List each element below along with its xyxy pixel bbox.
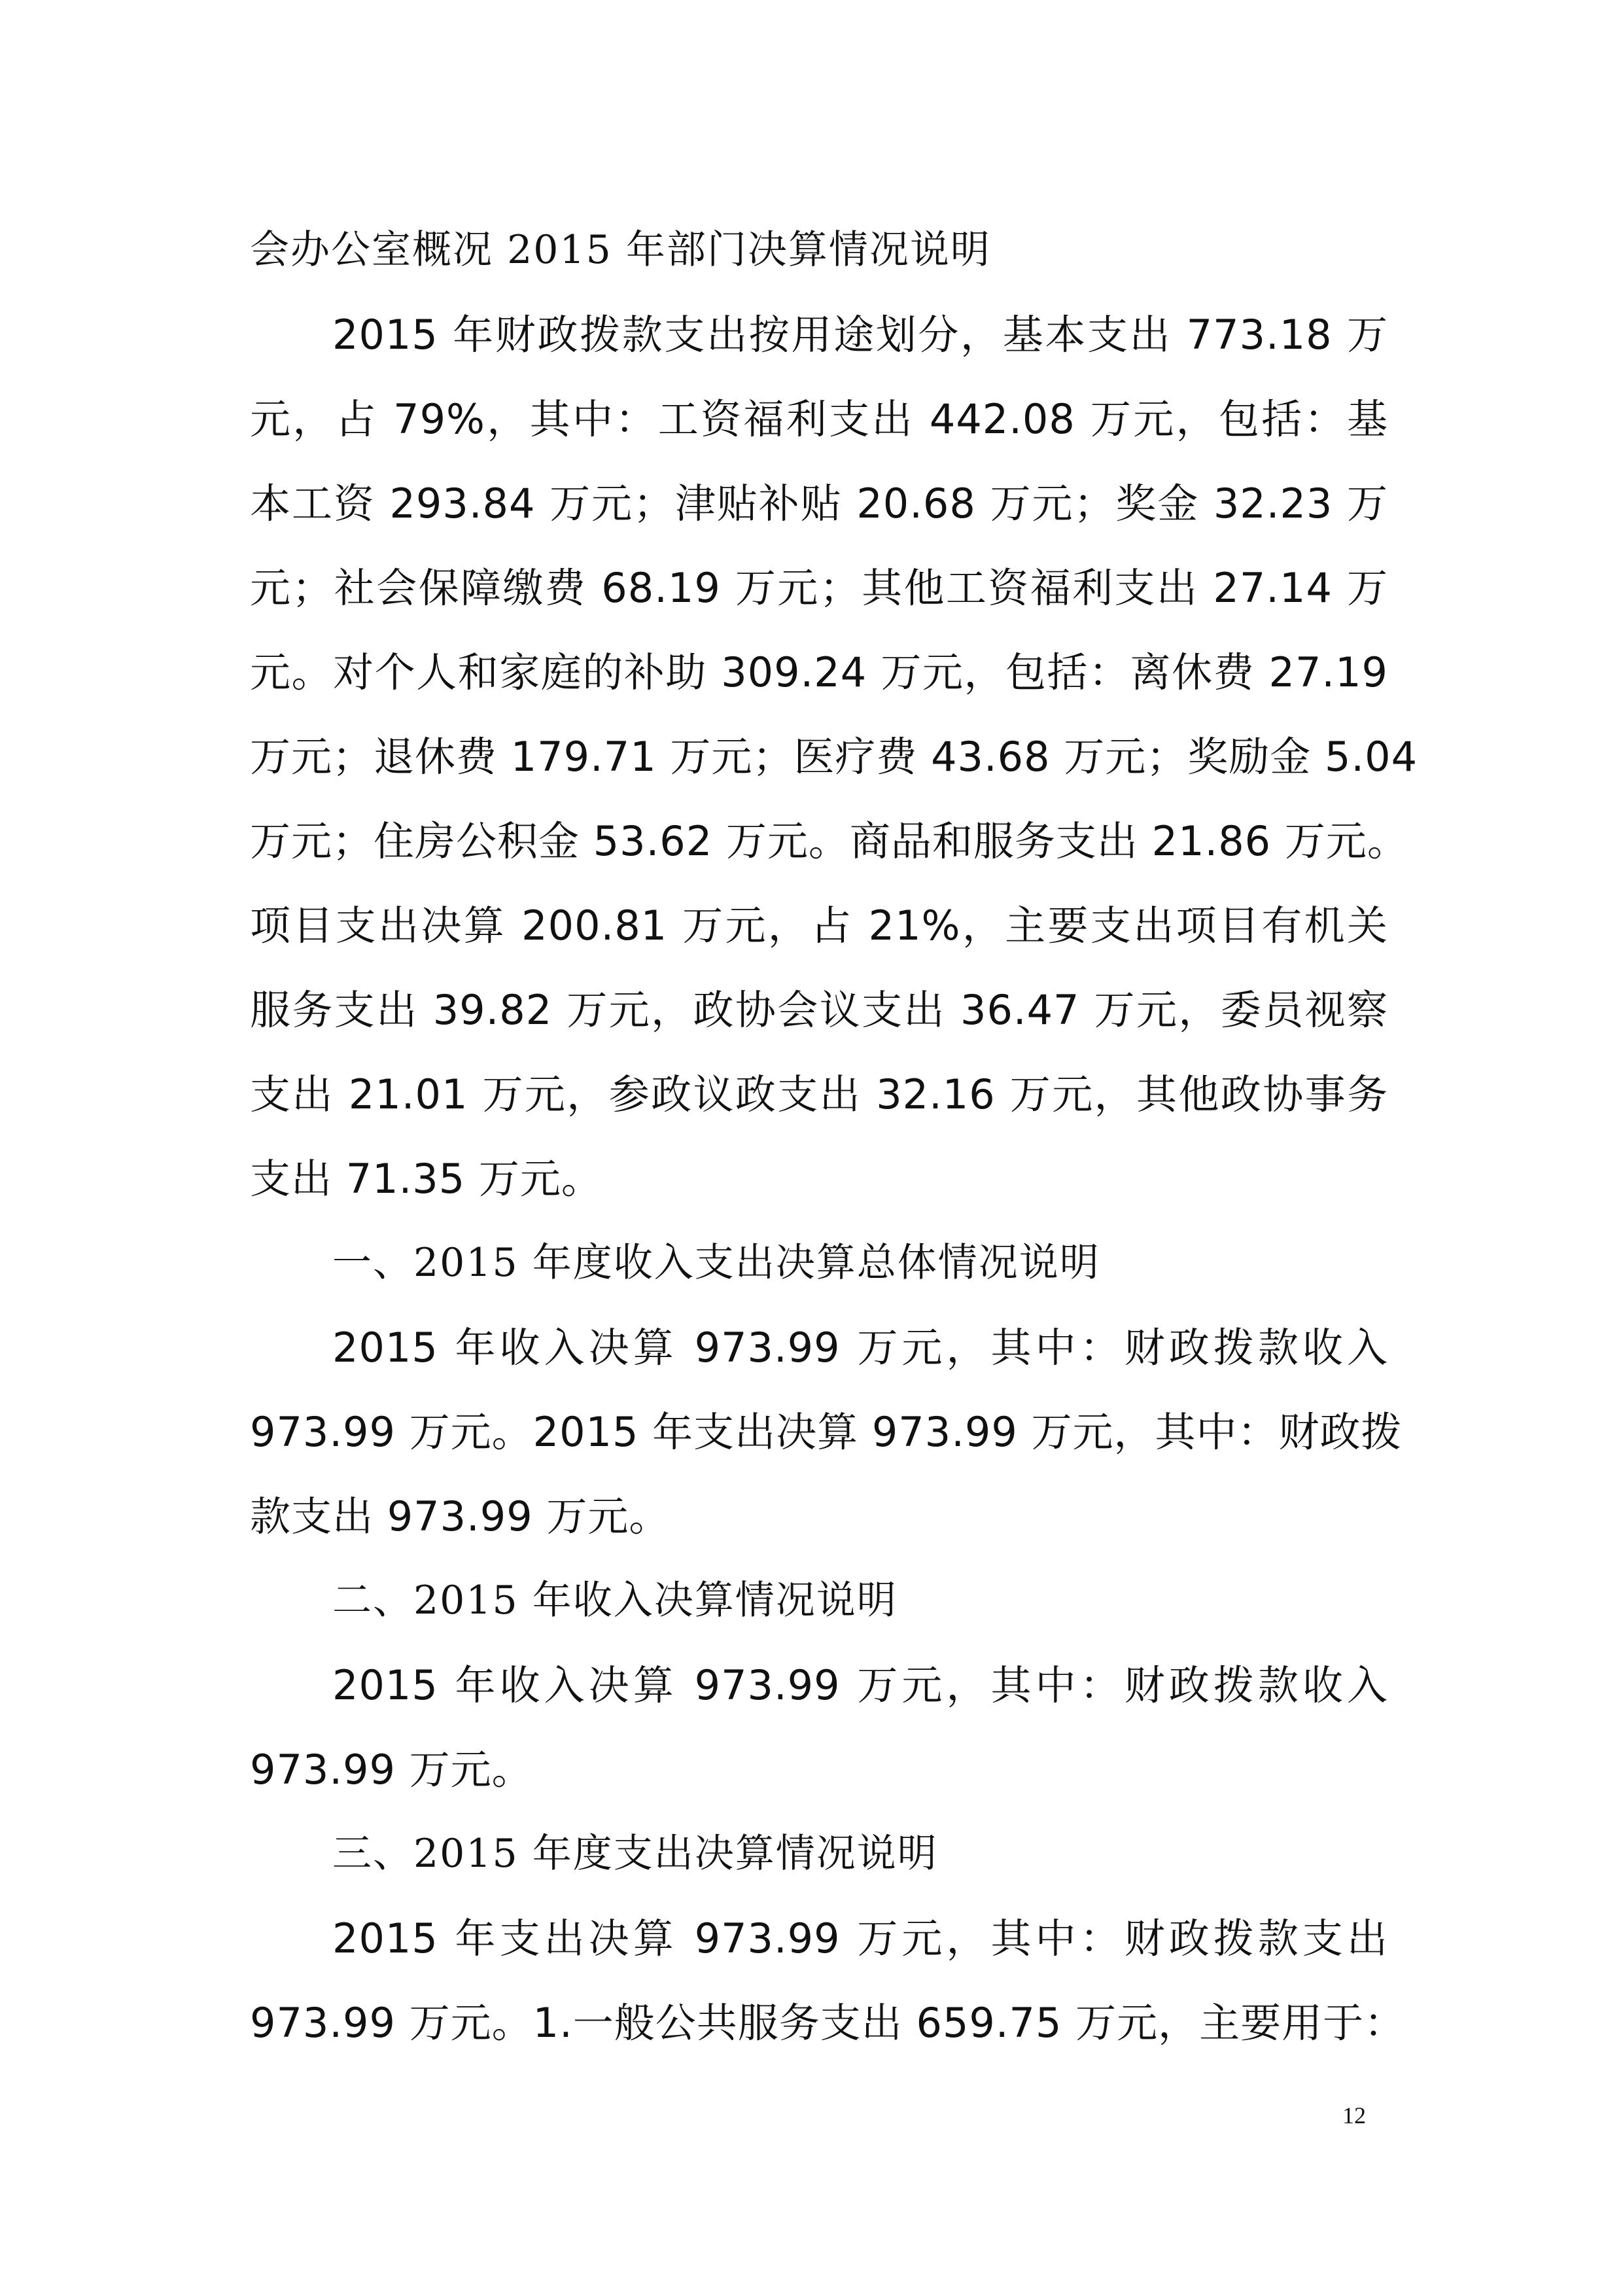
document-body <box>250 208 1418 2065</box>
text-line: 会办公室概况 2015 年部门决算情况说明 <box>250 227 991 273</box>
section-heading: 二、2015 年收入决算情况说明 <box>332 1578 898 1623</box>
text-line: 本工资 293.84 万元；津贴补贴 20.68 万元；奖金 32.23 万 <box>250 480 1388 527</box>
text-line: 2015 年收入决算 973.99 万元，其中：财政拨款收入 <box>332 1324 1388 1371</box>
text-line: 元，占 79%，其中：工资福利支出 442.08 万元，包括：基 <box>250 395 1388 443</box>
text-line: 973.99 万元。 <box>250 1746 533 1793</box>
text-line: 2015 年支出决算 973.99 万元，其中：财政拨款支出 <box>332 1915 1388 1962</box>
text-line: 973.99 万元。1.一般公共服务支出 659.75 万元，主要用于： <box>250 1999 1406 2047</box>
section-heading: 三、2015 年度支出决算情况说明 <box>332 1831 938 1877</box>
text-line: 支出 71.35 万元。 <box>250 1155 602 1203</box>
text-line: 2015 年收入决算 973.99 万元，其中：财政拨款收入 <box>332 1661 1388 1709</box>
text-line: 万元；住房公积金 53.62 万元。商品和服务支出 21.86 万元。 <box>250 817 1408 865</box>
page-number: 12 <box>1342 2102 1366 2128</box>
text-line: 2015 年财政拨款支出按用途划分，基本支出 773.18 万 <box>332 311 1388 359</box>
text-line: 元。对个人和家庭的补助 309.24 万元，包括：离休费 27.19 <box>250 648 1388 696</box>
section-heading: 一、2015 年度收入支出决算总体情况说明 <box>332 1240 1100 1286</box>
text-line: 款支出 973.99 万元。 <box>250 1492 671 1540</box>
text-line: 元；社会保障缴费 68.19 万元；其他工资福利支出 27.14 万 <box>250 564 1388 612</box>
text-line: 支出 21.01 万元，参政议政支出 32.16 万元，其他政协事务 <box>250 1070 1388 1118</box>
text-line: 项目支出决算 200.81 万元，占 21%，主要支出项目有机关 <box>250 902 1388 949</box>
text-line: 973.99 万元。2015 年支出决算 973.99 万元，其中：财政拨 <box>250 1408 1403 1456</box>
text-line: 万元；退休费 179.71 万元；医疗费 43.68 万元；奖励金 5.04 <box>250 733 1418 781</box>
text-line: 服务支出 39.82 万元，政协会议支出 36.47 万元，委员视察 <box>250 986 1388 1034</box>
